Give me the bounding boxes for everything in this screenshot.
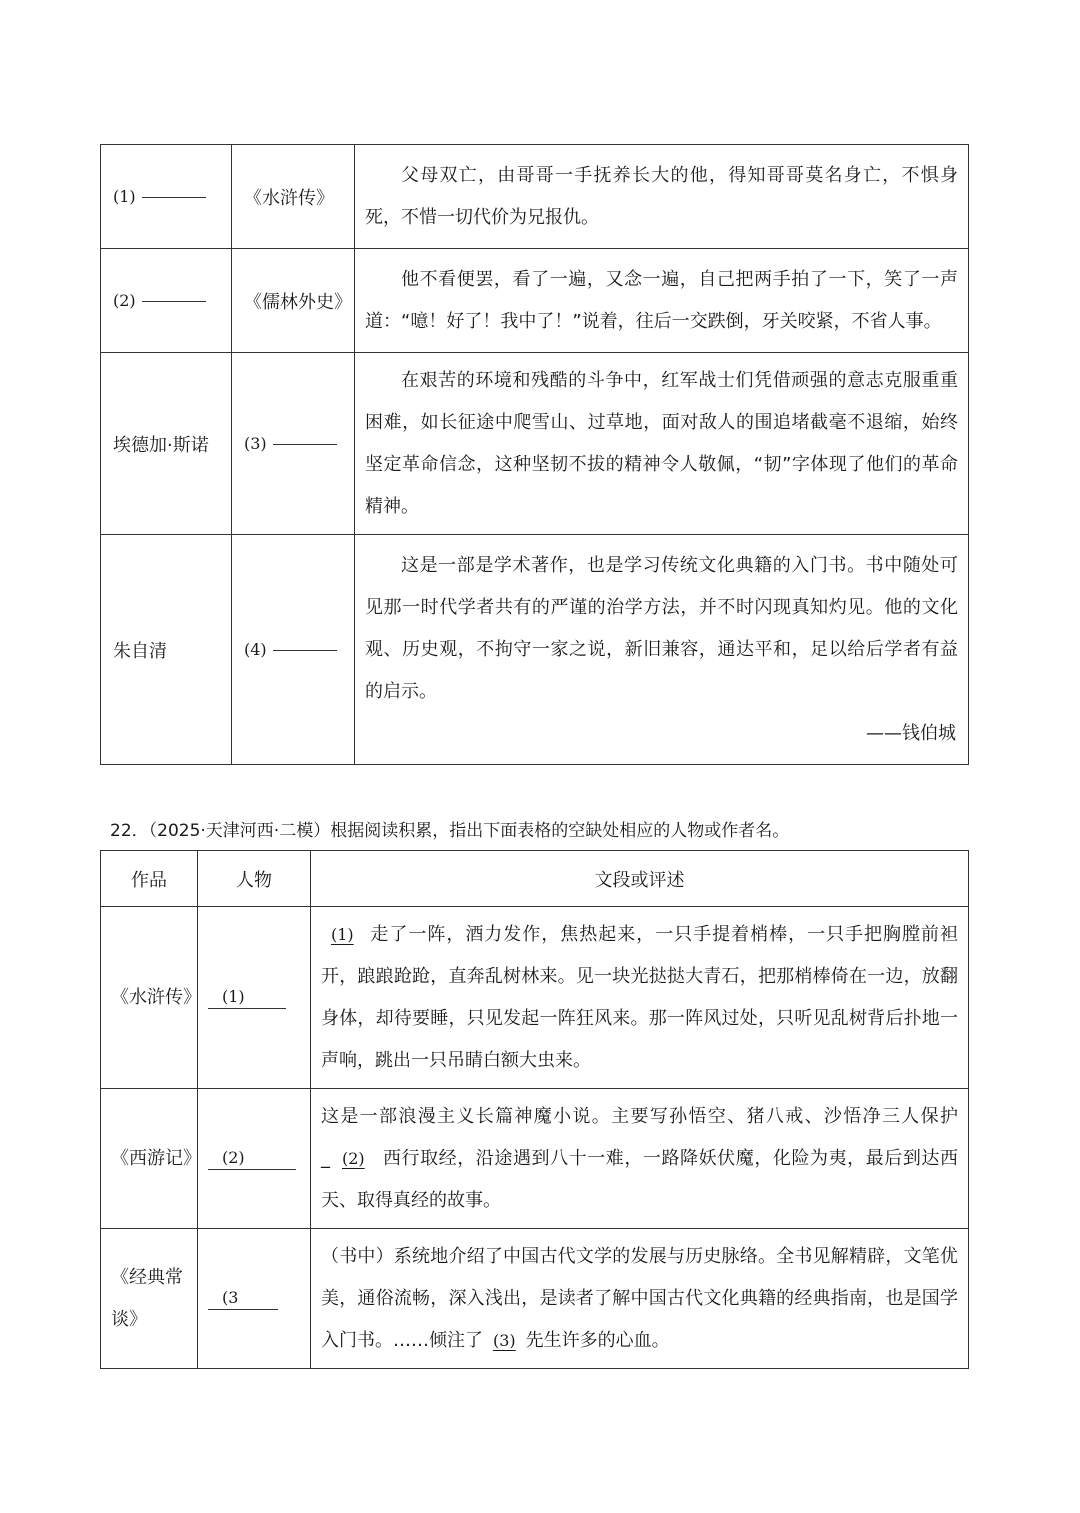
person-cell: [198, 1089, 311, 1229]
person-cell: [198, 907, 311, 1089]
reading-table-2: [100, 850, 969, 1369]
table-row: [101, 535, 969, 765]
table-row: [101, 353, 969, 535]
blank-cell: [101, 249, 232, 353]
blank-cell: [232, 535, 355, 765]
header-passage: 文段或评述: [311, 851, 969, 907]
work-title: 《儒林外史》: [232, 249, 355, 353]
passage-text: 他不看便罢，看了一遍，又念一遍，自己把两手拍了一下，笑了一声道：“噫！好了！我中了！”说着，往后一交跌倒，牙关咬紧，不省人事。: [365, 268, 958, 332]
passage-cell: [355, 353, 969, 535]
passage-cell: [311, 907, 969, 1089]
passage-body: 走了一阵，酒力发作，焦热起来，一只手提着梢棒，一只手把胸膛前袒开，踉踉跄跄，直奔乱树林来。见一块光挞挞大青石，把那梢棒倚在一边，放翻身体，却待要睡，只见发起一阵狂风来。那一阵风过处，只听见乱树背后扑地一声响，跳出一只吊睛白额大虫来。: [321, 923, 958, 1071]
passage-body: 这是一部浪漫主义长篇神魔小说。主要写孙悟空、猪八戒、沙悟净三人保护_: [321, 1105, 958, 1169]
answer-blank[interactable]: (3: [208, 1287, 278, 1310]
passage-body: 先生许多的心血。: [525, 1329, 670, 1351]
fill-blank[interactable]: [142, 300, 206, 302]
question-stem: 22．（2025·天津河西·二模）根据阅读积累，指出下面表格的空缺处相应的人物或作者名。: [110, 821, 790, 841]
passage-body: （书中）系统地介绍了中国古代文学的发展与历史脉络。全书见解精辟，文笔优美，通俗流畅，深入浅出，是读者了解中国古代文化典籍的经典指南，也是国学入门书。……倾注了: [321, 1245, 958, 1351]
passage-text: [321, 1096, 958, 1222]
passage-cell: [355, 145, 969, 249]
answer-blank[interactable]: (1): [208, 986, 286, 1009]
blank-number: (4): [244, 640, 267, 659]
inline-blank[interactable]: (3): [493, 1330, 516, 1350]
work-title: 《经典常谈》: [101, 1229, 198, 1369]
header-work: 作品: [101, 851, 198, 907]
work-title: 《西游记》: [101, 1089, 198, 1229]
passage-text: 在艰苦的环境和残酷的斗争中，红军战士们凭借顽强的意志克服重重困难，如长征途中爬雪山、过草地，面对敌人的围追堵截毫不退缩，始终坚定革命信念，这种坚韧不拔的精神令人敬佩，“韧”字体现了他们的革命精神。: [365, 369, 958, 517]
inline-blank[interactable]: (1): [331, 924, 354, 944]
blank-number: (2): [113, 291, 136, 310]
passage-cell: [355, 249, 969, 353]
passage-text: [321, 914, 958, 1082]
table-row: [101, 145, 969, 249]
passage-text: [321, 1236, 958, 1362]
passage-body: 西行取经，沿途遇到八十一难，一路降妖伏魔，化险为夷，最后到达西天、取得真经的故事。: [321, 1147, 958, 1211]
work-title: 《水浒传》: [232, 145, 355, 249]
reading-table-1: [100, 144, 969, 765]
table-header-row: [101, 851, 969, 907]
table-row: [101, 907, 969, 1089]
table-row: [101, 1089, 969, 1229]
fill-blank[interactable]: [273, 649, 337, 651]
author-name: 埃德加·斯诺: [101, 353, 232, 535]
fill-blank[interactable]: [142, 196, 206, 198]
inline-blank[interactable]: (2): [342, 1148, 365, 1168]
passage-cell: [355, 535, 969, 765]
table-row: [101, 1229, 969, 1369]
header-person: 人物: [198, 851, 311, 907]
blank-number: (3): [244, 434, 267, 453]
passage-text: 父母双亡，由哥哥一手抚养长大的他，得知哥哥莫名身亡，不惧身死，不惜一切代价为兄报仇。: [365, 164, 958, 228]
person-cell: [198, 1229, 311, 1369]
answer-blank[interactable]: (2): [208, 1147, 296, 1170]
blank-cell: [101, 145, 232, 249]
blank-cell: [232, 353, 355, 535]
passage-cell: [311, 1229, 969, 1369]
passage-cell: [311, 1089, 969, 1229]
fill-blank[interactable]: [273, 443, 337, 445]
passage-text: 这是一部是学术著作，也是学习传统文化典籍的入门书。书中随处可见那一时代学者共有的严谨的治学方法，并不时闪现真知灼见。他的文化观、历史观，不拘守一家之说，新旧兼容，通达平和，足以给后学者有益的启示。: [365, 554, 958, 702]
work-title: 《水浒传》: [101, 907, 198, 1089]
table-row: [101, 249, 969, 353]
signature: ——钱伯城: [866, 722, 956, 744]
blank-number: (1): [113, 187, 136, 206]
author-name: 朱自清: [101, 535, 232, 765]
